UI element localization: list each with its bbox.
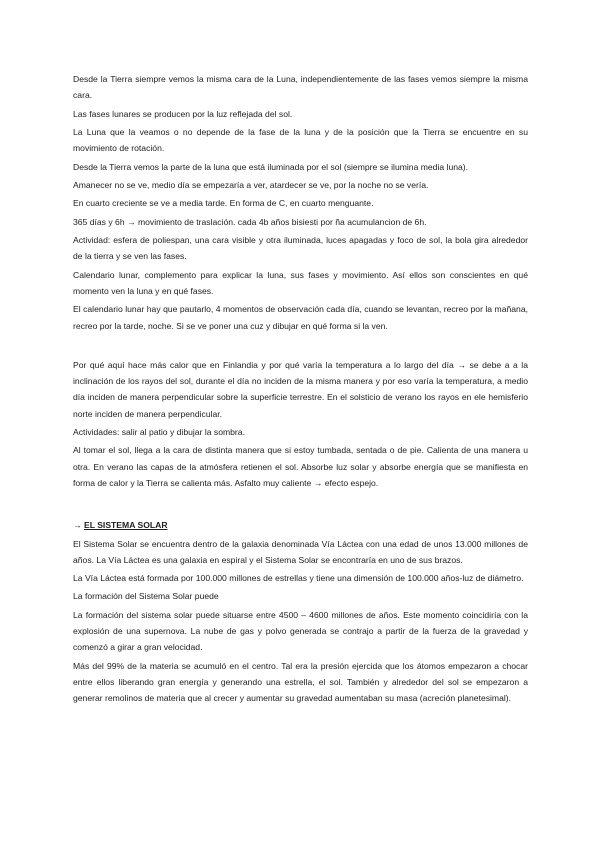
paragraph: La Vía Láctea está formada por 100.000 millones de estrellas y tiene una dimensión de 100.000 años-luz de diámetro. xyxy=(73,573,524,584)
paragraph: Actividad: esfera de poliespan, una cara visible y otra iluminada, luces apagadas y foco de sol, la bola gira alrededor de la tierra y se ven las fases. xyxy=(73,235,528,262)
paragraph: Desde la Tierra vemos la parte de la luna que está iluminada por el sol (siempre se ilumina media luna). xyxy=(73,161,469,172)
paragraph: Actividades: salir al patio y dibujar la sombra. xyxy=(73,426,245,437)
paragraph: La formación del Sistema Solar puede xyxy=(73,591,219,602)
spacer xyxy=(73,336,528,357)
paragraph: Al tomar el sol, llega a la cara de distinta manera que si estoy tumbada, sentada o de pie. Calienta de una manera u otra. En verano las capas de la atmósfera retienen el sol. Absorbe luz solar y absorbe energía que se manifiesta en forma de calor y la Tierra se calienta más. Asfalto muy caliente → efecto espejo. xyxy=(73,445,528,488)
document-page xyxy=(73,71,528,708)
paragraph: Calendario lunar, complemento para explicar la luna, sus fases y movimiento. Así ellos son conscientes en qué momento ven la luna y en qué fases. xyxy=(73,269,528,296)
section-luna xyxy=(73,71,528,334)
paragraph: La Luna que la veamos o no depende de la fase de la luna y de la posición que la Tierra se encuentre en su movimiento de rotación. xyxy=(73,126,528,154)
paragraph: Las fases lunares se producen por la luz reflejada del sol. xyxy=(73,108,293,119)
spacer xyxy=(73,493,528,517)
paragraph: Amanecer no se ve, medio día se empezaría a ver, atardecer se ve, por la noche no se vería. xyxy=(73,179,429,190)
heading-text: EL SISTEMA SOLAR xyxy=(83,520,168,531)
section-temperatura xyxy=(73,357,528,491)
paragraph: El Sistema Solar se encuentra dentro de la galaxia denominada Vía Láctea con una edad de unos 13.000 millones de años. La Vía Láctea es una galaxia en espiral y el Sistema Solar se encontraría en uno de sus brazos. xyxy=(73,538,528,565)
paragraph: Por qué aquí hace más calor que en Finlandia y por qué varía la temperatura a lo largo del día → se debe a a la inclinación de los rayos del sol, durante el día no inciden de la misma manera y por eso varía la temperatura, a medio día inciden de manera perpendicular sobre la superficie terrestre. En el solsticio de verano los rayos en ele hemisferio norte inciden de manera perpendicular. xyxy=(73,359,528,419)
section-sistema-solar xyxy=(73,517,528,706)
paragraph: Más del 99% de la materia se acumuló en el centro. Tal era la presión ejercida que los átomos empezaron a chocar entre ellos liberando gran energía y generando una estrella, el sol. También y alrededor del sol se empezaron a generar remolinos de materia que al crecer y aumentar su gravedad aumentaban su masa (acreción planetesimal). xyxy=(73,660,528,704)
paragraph: En cuarto creciente se ve a media tarde. En forma de C, en cuarto menguante. xyxy=(73,198,374,209)
paragraph: Desde la Tierra siempre vemos la misma cara de la Luna, independientemente de las fases vemos siempre la misma cara. xyxy=(73,74,528,101)
section-heading xyxy=(73,517,528,533)
arrow-glyph: → xyxy=(73,520,84,531)
paragraph: La formación del sistema solar puede situarse entre 4500 – 4600 millones de años. Este momento coincidiría con la explosión de una supernova. La nube de gas y polvo generada se contrajo a partir de la fuerza de la gravedad y comenzó a girar a gran velocidad. xyxy=(73,609,528,653)
paragraph: El calendario lunar hay que pautarlo, 4 momentos de observación cada día, cuando se levantan, recreo por la mañana, recreo por la tarde, noche. Si se ve poner una cuz y dibujar en qué forma si la ven. xyxy=(73,304,528,331)
paragraph: 365 días y 6h → movimiento de traslación. cada 4b años bisiesti por ña acumulancion de 6h. xyxy=(73,216,427,227)
